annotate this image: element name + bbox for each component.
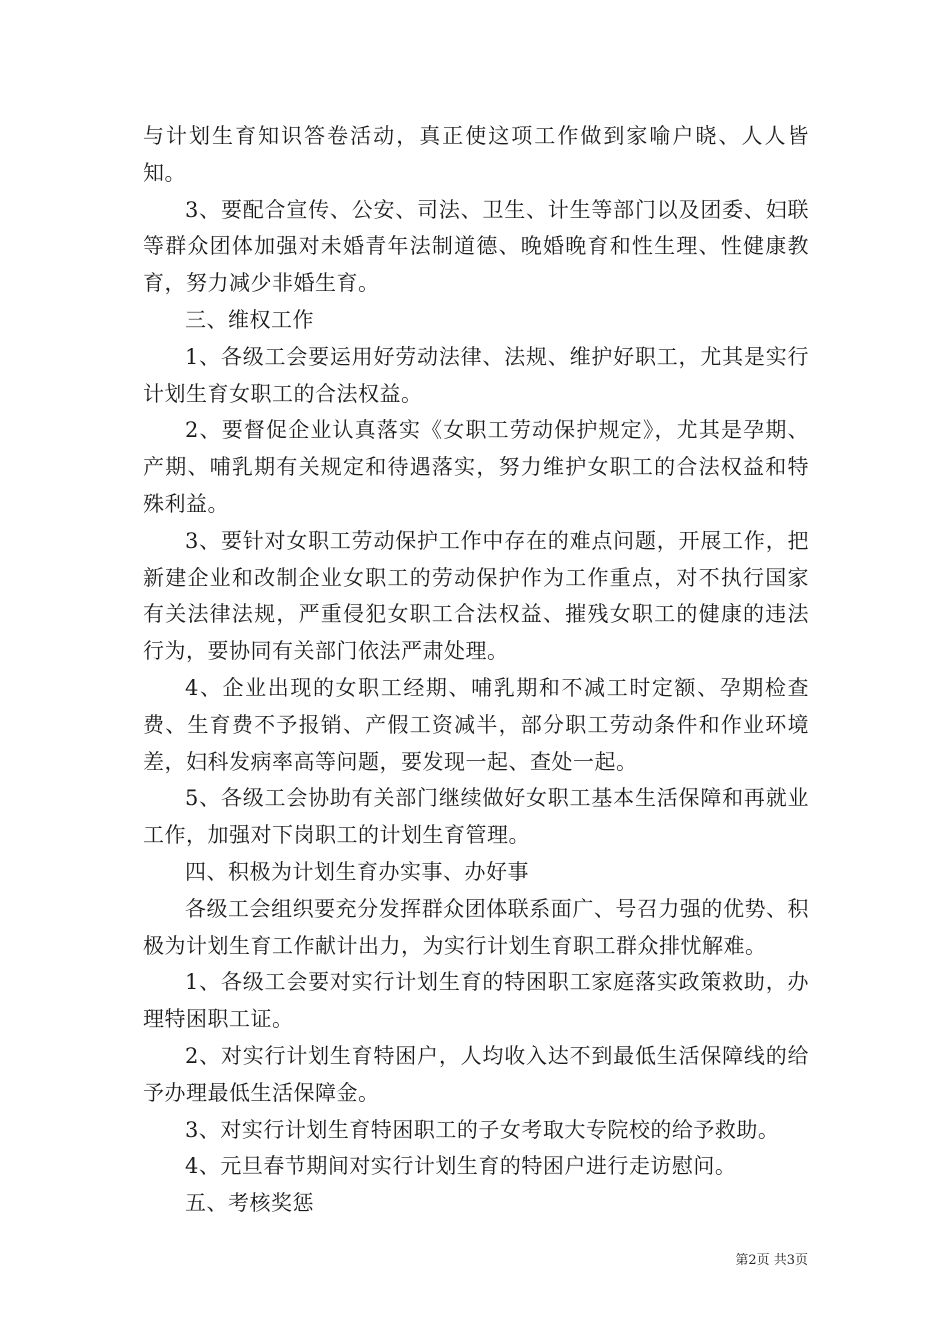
paragraph: 3、对实行计划生育特困职工的子女考取大专院校的给予救助。 [185, 1117, 780, 1142]
paragraph: 2、对实行计划生育特困户，人均收入达不到最低生活保障线的给予办理最低生活保障金。 [143, 1043, 809, 1105]
paragraph: 2、要督促企业认真落实《女职工劳动保护规定》，尤其是孕期、产期、哺乳期有关规定和待遇落实，努力维护女职工的合法权益和特殊利益。 [143, 418, 809, 516]
paragraph: 4、元旦春节期间对实行计划生育的特困户进行走访慰问。 [185, 1154, 737, 1179]
page-number: 第2页 共3页 [735, 1253, 808, 1268]
paragraph: 3、要配合宣传、公安、司法、卫生、计生等部门以及团委、妇联等群众团体加强对未婚青年法制道德、晚婚晚育和性生理、性健康教育，努力减少非婚生育。 [143, 197, 809, 296]
section-heading: 五、考核奖惩 [185, 1191, 314, 1216]
section-heading: 四、积极为计划生育办实事、办好事 [185, 859, 529, 884]
paragraph: 3、要针对女职工劳动保护工作中存在的难点问题，开展工作，把新建企业和改制企业女职工的劳动保护作为工作重点，对不执行国家有关法律法规，严重侵犯女职工合法权益、摧残女职工的健康的违法行为，要协同有关部门依法严肃处理。 [143, 528, 809, 664]
paragraph: 1、各级工会要运用好劳动法律、法规、维护好职工，尤其是实行计划生育女职工的合法权益。 [143, 344, 809, 406]
section-heading: 三、维权工作 [185, 307, 314, 332]
paragraph: 1、各级工会要对实行计划生育的特困职工家庭落实政策救助，办理特困职工证。 [143, 970, 809, 1032]
paragraph: 4、企业出现的女职工经期、哺乳期和不减工时定额、孕期检查费、生育费不予报销、产假工资减半，部分职工劳动条件和作业环境差，妇科发病率高等问题，要发现一起、查处一起。 [143, 675, 809, 774]
paragraph: 与计划生育知识答卷活动，真正使这项工作做到家喻户晓、人人皆知。 [143, 124, 809, 185]
document-body [143, 118, 809, 1222]
paragraph: 各级工会组织要充分发挥群众团体联系面广、号召力强的优势、积极为计划生育工作献计出力，为实行计划生育职工群众排忧解难。 [143, 896, 809, 958]
paragraph: 5、各级工会协助有关部门继续做好女职工基本生活保障和再就业工作，加强对下岗职工的计划生育管理。 [143, 786, 809, 848]
